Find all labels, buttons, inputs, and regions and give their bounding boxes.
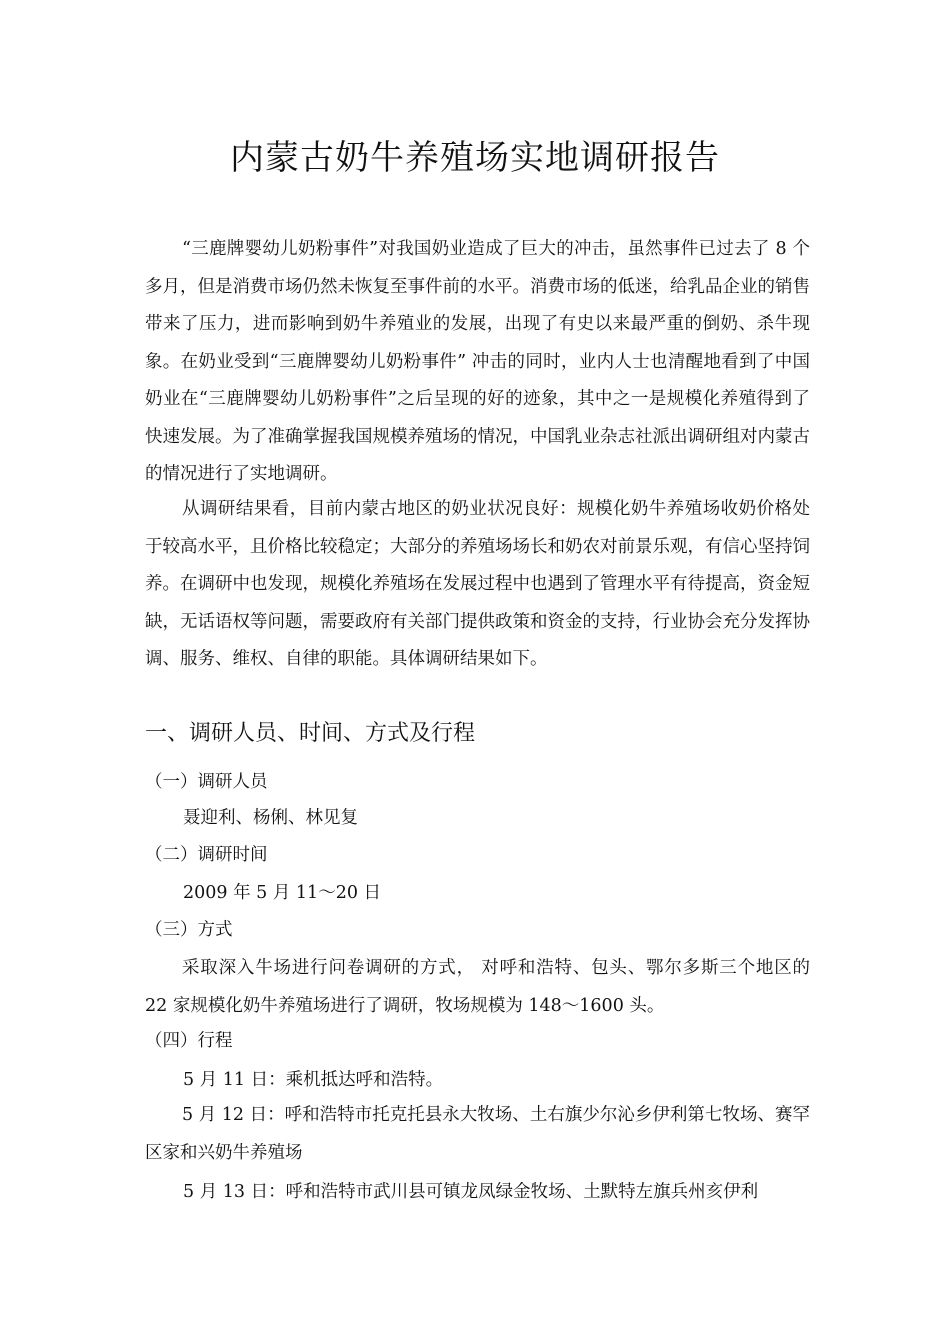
itinerary-item: 5 月 13 日：呼和浩特市武川县可镇龙凤绿金牧场、土默特左旗兵州亥伊利	[183, 1182, 759, 1202]
itinerary-item: 5 月 11 日：乘机抵达呼和浩特。	[183, 1070, 444, 1090]
time-value: 2009 年 5 月 11～20 日	[183, 883, 382, 903]
intro-paragraph-2: 从调研结果看，目前内蒙古地区的奶业状况良好：规模化奶牛养殖场收奶价格处于较高水平，且价格比较稳定；大部分的养殖场场长和奶农对前景乐观，有信心坚持饲养。在调研中也发现，规模化养殖场在发展过程中也遇到了管理水平有待提高，资金短缺，无话语权等问题，需要政府有关部门提供政策和资金的支持，行业协会充分发挥协调、服务、维权、自律的职能。具体调研结果如下。	[145, 499, 810, 669]
itinerary-item: 5 月 12 日：呼和浩特市托克托县永大牧场、土右旗少尔沁乡伊利第七牧场、赛罕区家和兴奶牛养殖场	[145, 1105, 810, 1163]
section-heading: 一、调研人员、时间、方式及行程	[145, 721, 476, 746]
intro-paragraph-1: “三鹿牌婴幼儿奶粉事件”对我国奶业造成了巨大的冲击，虽然事件已过去了 8 个多月，但是消费市场仍然未恢复至事件前的水平。消费市场的低迷，给乳品企业的销售带来了压力，进而影响到奶牛养殖业的发展，出现了有史以来最严重的倒奶、杀牛现象。在奶业受到“三鹿牌婴幼儿奶粉事件” 冲击的同时，业内人士也清醒地看到了中国奶业在“三鹿牌婴幼儿奶粉事件”之后呈现的好的迹象，其中之一是规模化养殖得到了快速发展。为了准确掌握我国规模养殖场的情况，中国乳业杂志社派出调研组对内蒙古的情况进行了实地调研。	[145, 239, 810, 484]
method-label: （三）方式	[145, 920, 233, 940]
document-title: 内蒙古奶牛养殖场实地调研报告	[230, 138, 720, 178]
method-value: 采取深入牛场进行问卷调研的方式， 对呼和浩特、包头、鄂尔多斯三个地区的 22 家规模化奶牛养殖场进行了调研，牧场规模为 148～1600 头。	[145, 958, 810, 1016]
personnel-label: （一）调研人员	[145, 772, 268, 792]
time-label: （二）调研时间	[145, 845, 268, 865]
itinerary-label: （四）行程	[145, 1031, 233, 1051]
personnel-value: 聂迎利、杨俐、林见复	[183, 808, 358, 828]
